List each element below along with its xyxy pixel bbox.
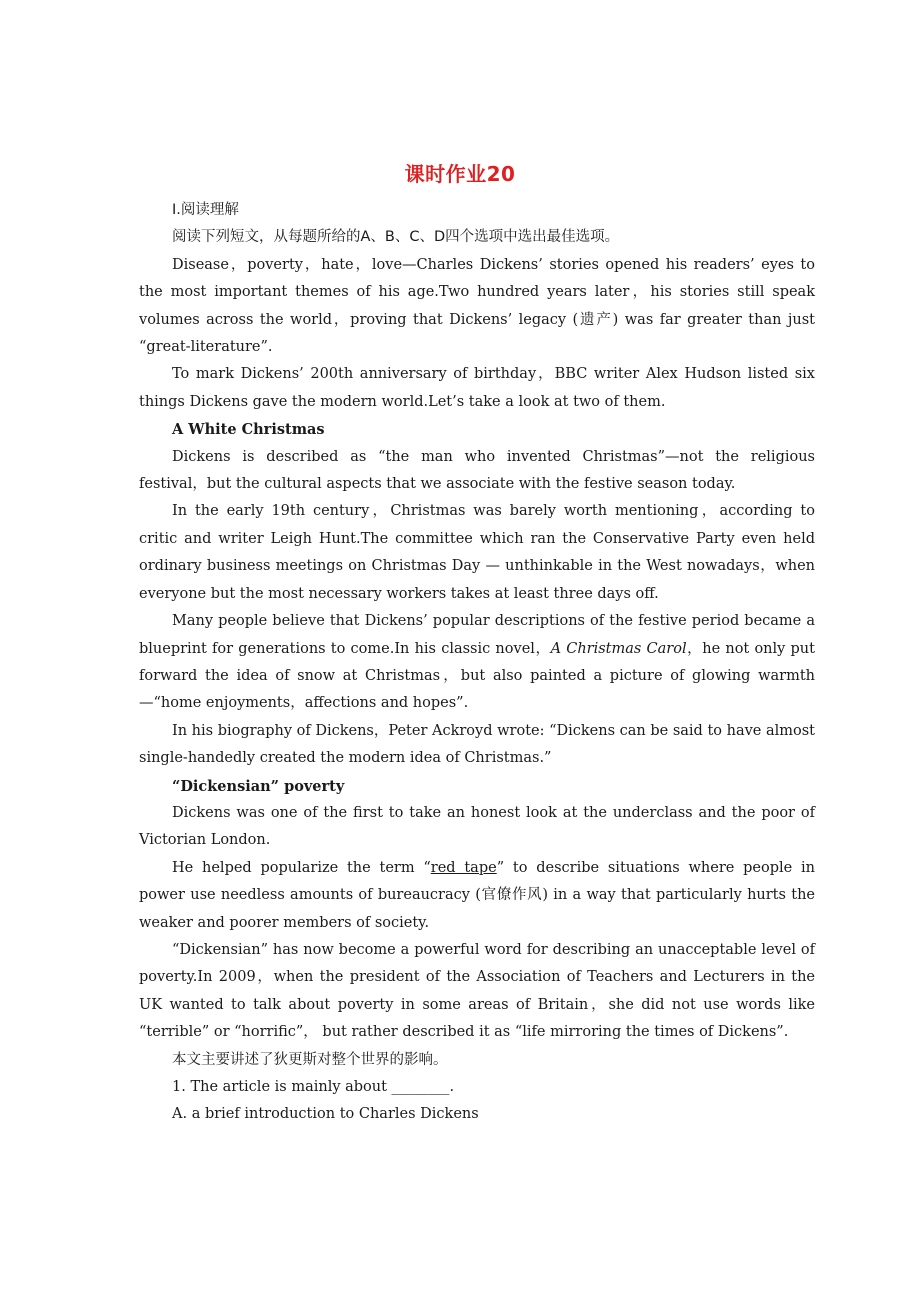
paragraph-5-start: Many people believe that Dickens’ popular descriptions of the festive period became a blueprint for generations to come.In his classic novel， bbox=[139, 613, 815, 657]
paragraph-8-end: ” to describe situations where people in power use needless amounts of bureaucracy (官僚作风) in a way that particularly hurts the weaker and poorer members of society. bbox=[139, 859, 815, 931]
subheading-dickensian-poverty: “Dickensian” poverty bbox=[172, 777, 345, 795]
instruction-text: 阅读下列短文，从每题所给的A、B、C、D四个选项中选出最佳选项。 bbox=[172, 229, 620, 246]
page-title: 课时作业20 bbox=[404, 162, 516, 186]
paragraph-8 bbox=[139, 855, 815, 937]
summary-note: 本文主要讲述了狄更斯对整个世界的影响。 bbox=[172, 1051, 448, 1068]
paragraph-3: Dickens is described as “the man who invented Christmas”—not the religious festival，but the cultural aspects that we associate with the festive season today. bbox=[139, 448, 815, 493]
paragraph-8-start: He helped popularize the term “ bbox=[172, 859, 431, 876]
red-tape-term: red tape bbox=[430, 859, 497, 876]
section-heading: Ⅰ.阅读理解 bbox=[172, 202, 239, 218]
document-body bbox=[139, 197, 815, 1129]
paragraph-2: To mark Dickens’ 200th anniversary of birthday，BBC writer Alex Hudson listed six things Dickens gave the modern world.Let’s take a look at two of them. bbox=[139, 366, 815, 410]
subheading-white-christmas: A White Christmas bbox=[172, 421, 325, 439]
paragraph-9: “Dickensian” has now become a powerful word for describing an unacceptable level of poverty.In 2009，when the president of the Association of Teachers and Lecturers in the UK wanted to talk about poverty in some areas of Britain，she did not use words like “terrible” or “horrific”， but rather described it as “life mirroring the times of Dickens”. bbox=[139, 941, 815, 1041]
paragraph-7: Dickens was one of the first to take an honest look at the underclass and the poor of Victorian London. bbox=[139, 804, 815, 849]
paragraph-1: Disease，poverty，hate，love—Charles Dickens’ stories opened his readers’ eyes to the most important themes of his age.Two hundred years later，his stories still speak volumes across the world，proving that Dickens’ legacy (遗产) was far greater than just “great-literature”. bbox=[139, 256, 815, 356]
question-1-option-a: A. a brief introduction to Charles Dickens bbox=[172, 1106, 479, 1123]
question-1-stem: 1. The article is mainly about ________. bbox=[172, 1079, 455, 1095]
paragraph-5-end: ，he not only put forward the idea of snow at Christmas，but also painted a picture of glowing warmth—“home enjoyments，affections and hopes”. bbox=[139, 640, 815, 712]
paragraph-5 bbox=[139, 608, 815, 718]
novel-title: A Christmas Carol bbox=[550, 640, 687, 657]
paragraph-6: In his biography of Dickens，Peter Ackroyd wrote: “Dickens can be said to have almost single-handedly created the modern idea of Christmas.” bbox=[139, 722, 816, 767]
paragraph-4: In the early 19th century，Christmas was barely worth mentioning，according to critic and writer Leigh Hunt.The committee which ran the Conservative Party even held ordinary business meetings on Christmas Day — unthinkable in the West nowadays，when everyone but the most necessary workers takes at least three days off. bbox=[139, 503, 815, 602]
